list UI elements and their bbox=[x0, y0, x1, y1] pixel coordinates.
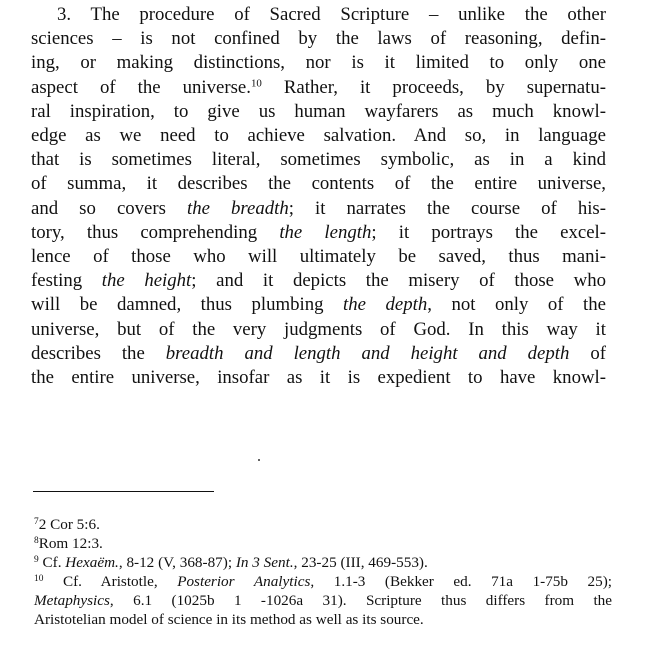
emphasis-height: the height bbox=[101, 270, 192, 292]
footnote-10: $^{10}$ Cf. Aristotle, Posterior Analytics, 1.1-3 (Bekker ed. 71a 1-75b 25); bbox=[34, 573, 613, 590]
footnotes bbox=[34, 515, 612, 629]
emphasis-breadth: the breadth bbox=[187, 197, 289, 219]
stray-mark bbox=[258, 459, 260, 461]
emphasis-length: the length bbox=[279, 221, 372, 243]
text-line: aspect of the universe.$^{10}$ Rather, it proceeds, by supernatu- bbox=[31, 76, 606, 98]
footnote-9: $^9$ Cf. Hexaëm., 8-12 (V, 368-87); In 3 Sent., 23-25 (III, 469-553). bbox=[34, 554, 428, 571]
footnote-separator bbox=[33, 491, 214, 492]
text-line: ing, or making distinctions, nor is it limited to only one bbox=[31, 52, 606, 74]
text-line: lence of those who will ultimately be saved, thus mani- bbox=[31, 246, 606, 268]
text-line: edge as we need to achieve salvation. And so, in language bbox=[31, 125, 606, 147]
footnote-ref-10: 10 bbox=[250, 76, 262, 89]
text-line: will be damned, thus plumbing the depth, not only of the bbox=[31, 294, 606, 316]
text-line: describes the breadth and length and height and depth of bbox=[31, 342, 606, 364]
footnote-8: $^8$Rom 12:3. bbox=[34, 535, 103, 552]
text-line: festing the height; and it depicts the misery of those who bbox=[31, 270, 606, 292]
footnote-10-cont: Aristotelian model of science in its method as well as its source. bbox=[34, 611, 424, 628]
footnote-10-cont: Metaphysics, 6.1 (1025b 1 -1026a 31). Scripture thus differs from the bbox=[34, 592, 612, 609]
text-line: sciences – is not confined by the laws of reasoning, defin- bbox=[31, 28, 606, 50]
text-line: and so covers the breadth; it narrates the course of his- bbox=[31, 197, 606, 219]
text-line: the entire universe, insofar as it is expedient to have knowl- bbox=[31, 367, 606, 389]
text-line: that is sometimes literal, sometimes symbolic, as in a kind bbox=[31, 149, 606, 171]
main-paragraph bbox=[31, 3, 606, 390]
emphasis-dimensions: breadth and length and height and depth bbox=[165, 342, 570, 364]
footnote-7: $^7$2 Cor 5:6. bbox=[34, 516, 100, 533]
text-line: of summa, it describes the contents of the entire universe, bbox=[31, 173, 606, 195]
text-line: tory, thus comprehending the length; it portrays the excel- bbox=[31, 221, 606, 243]
text-line: universe, but of the very judgments of God. In this way it bbox=[31, 318, 606, 340]
text-line: ral inspiration, to give us human wayfarers as much knowl- bbox=[31, 100, 606, 122]
text-line: 3. The procedure of Sacred Scripture – unlike the other bbox=[57, 4, 606, 25]
emphasis-depth: the depth bbox=[343, 294, 428, 316]
